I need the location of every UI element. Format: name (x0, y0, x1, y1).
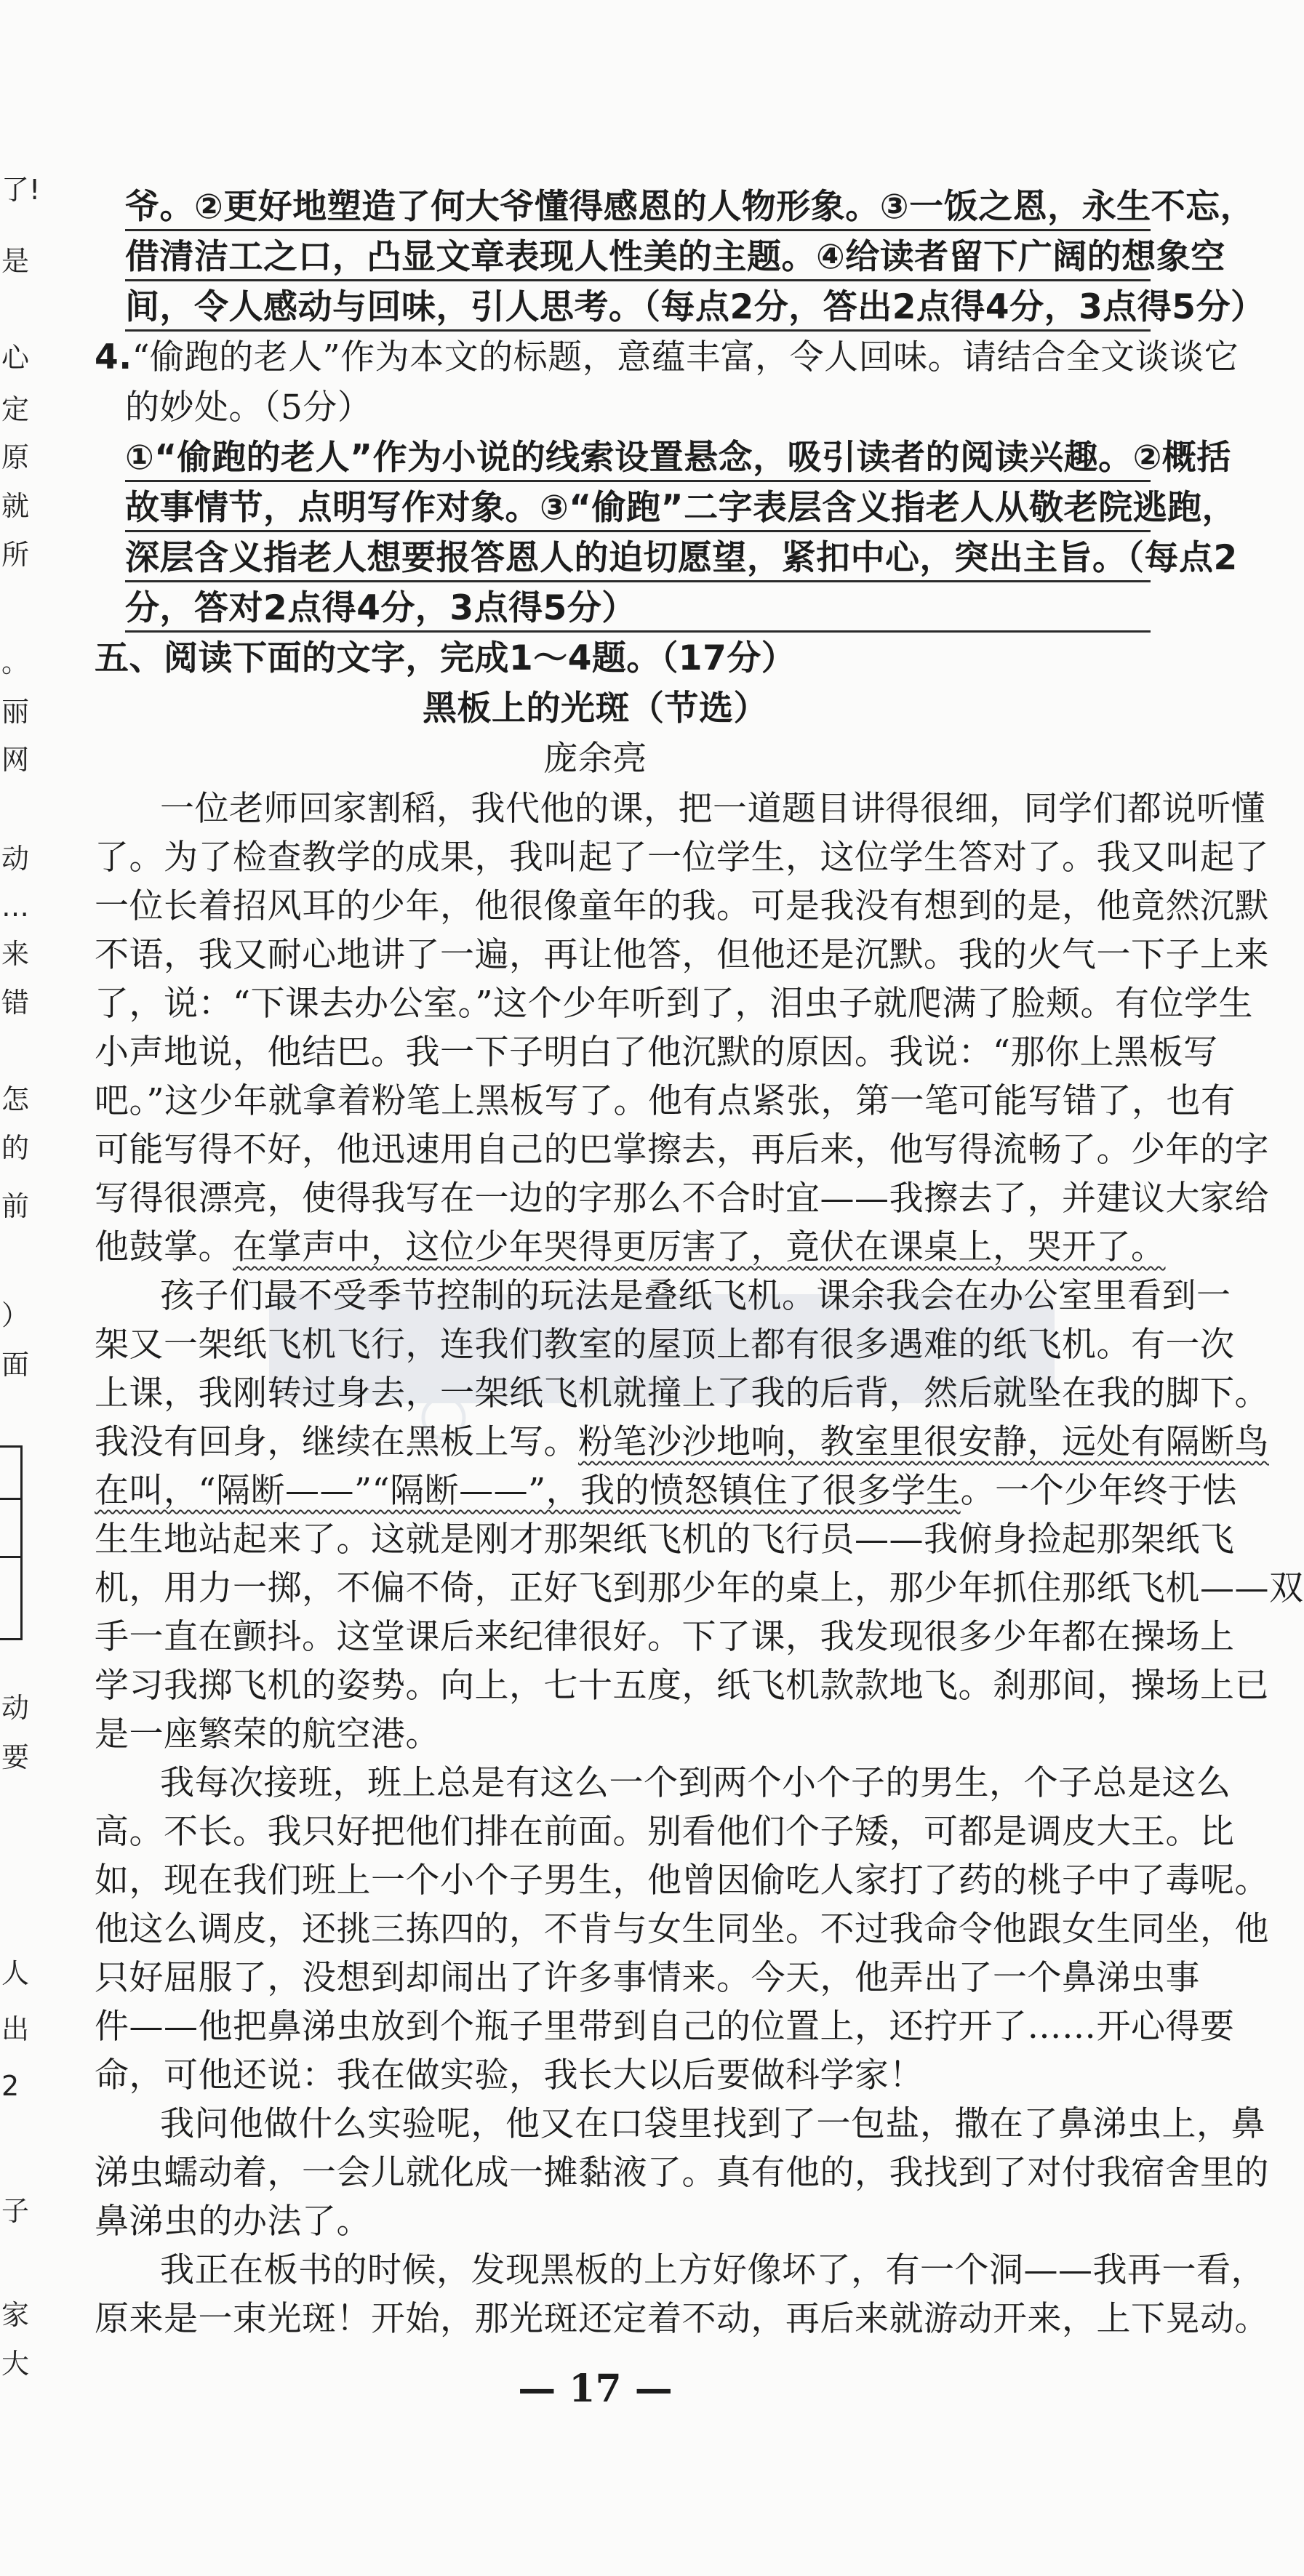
edge-glyph: 定 (1, 393, 30, 425)
article-line: 不语，我又耐心地讲了一遍，再让他答，但他还是沉默。我的火气一下子上来 (95, 935, 1269, 975)
edge-glyph: 出 (1, 2013, 30, 2045)
edge-glyph: 来 (1, 938, 30, 970)
article-line: 鼻涕虫的办法了。 (95, 2202, 371, 2242)
edge-glyph: 人 (1, 1957, 30, 1989)
article-line: 原来是一束光斑！开始，那光斑还定着不动，再后来就游动开来，上下晃动。 (95, 2299, 1269, 2339)
article-line: 上课，我刚转过身去，一架纸飞机就撞上了我的后背，然后就坠在我的脚下。 (95, 1373, 1269, 1413)
article-line: 涕虫蠕动着，一会儿就化成一摊黏液了。真有他的，我找到了对付我宿舍里的 (95, 2153, 1269, 2193)
edge-glyph: … (1, 891, 29, 923)
page-number: — 17 — (518, 2367, 673, 2411)
article-line: 手一直在颤抖。这堂课后来纪律很好。下了课，我发现很多少年都在操场上 (95, 1617, 1235, 1657)
article-line: 一位老师回家割稻，我代他的课，把一道题目讲得很细，同学们都说听懂 (160, 789, 1265, 829)
answer-line: ①“偷跑的老人”作为小说的线索设置悬念，吸引读者的阅读兴趣。②概括 (125, 436, 1151, 482)
question-4 (95, 336, 1239, 380)
answer-line: 深层含义指老人想要报答恩人的迫切愿望，紧扣中心，突出主旨。（每点2 (125, 537, 1151, 582)
question-text: “偷跑的老人”作为本文的标题，意蕴丰富，令人回味。请结合全文谈谈它 (132, 337, 1239, 377)
article-line: 只好屈服了，没想到却闹出了许多事情来。今天，他弄出了一个鼻涕虫事 (95, 1958, 1200, 1998)
article-line: 孩子们最不受季节控制的玩法是叠纸飞机。课余我会在办公室里看到一 (160, 1276, 1231, 1316)
article-text: 他鼓掌。 (95, 1227, 233, 1267)
article-line: 命，可他还说：我在做实验，我长大以后要做科学家！ (95, 2055, 924, 2095)
article-text: 。一个少年终于怯 (960, 1471, 1237, 1511)
article-line: 件——他把鼻涕虫放到个瓶子里带到自己的位置上，还拧开了……开心得要 (95, 2007, 1235, 2047)
edge-glyph: 大 (1, 2348, 30, 2380)
article-line: 是一座繁荣的航空港。 (95, 1714, 440, 1754)
article-author: 庞余亮 (543, 739, 647, 779)
article-line (95, 1421, 1269, 1464)
edge-glyph: 网 (1, 744, 30, 776)
edge-glyph: 丽 (1, 696, 30, 728)
article-line: 我正在板书的时候，发现黑板的上方好像坏了，有一个洞——我再一看， (160, 2250, 1265, 2290)
edge-glyph: 。 (1, 646, 30, 678)
edge-table-box (0, 1445, 23, 1640)
edge-glyph: 前 (1, 1190, 30, 1222)
question-number: 4. (95, 337, 132, 377)
left-margin-bleed (0, 0, 41, 2576)
answer-line: 爷。②更好地塑造了何大爷懂得感恩的人物形象。③一饭之恩，永生不忘， (125, 185, 1151, 231)
wavy-underlined-sentence: 我的愤怒镇住了很多学生 (580, 1471, 961, 1511)
edge-glyph: 怎 (1, 1083, 30, 1115)
edge-glyph: 原 (1, 441, 30, 473)
article-line: 架又一架纸飞机飞行，连我们教室的屋顶上都有很多遇难的纸飞机。有一次 (95, 1325, 1235, 1365)
edge-glyph: 动 (1, 843, 30, 875)
wavy-underlined-sentence: 在掌声中，这位少年哭得更厉害了，竟伏在课桌上，哭开了。 (233, 1227, 1166, 1267)
article-line: 了，说：“下课去办公室。”这个少年听到了，泪虫子就爬满了脸颊。有位学生 (95, 984, 1254, 1024)
edge-glyph: 是 (1, 245, 30, 277)
article-line: 一位长着招风耳的少年，他很像童年的我。可是我没有想到的是，他竟然沉默 (95, 886, 1269, 926)
article-line (95, 1226, 1166, 1269)
article-title: 黑板上的光斑（节选） (423, 689, 768, 729)
answer-line: 分，答对2点得4分，3点得5分） (125, 587, 1151, 633)
answer-line: 间，令人感动与回味，引人思考。（每点2分，答出2点得4分，3点得5分） (125, 286, 1151, 332)
article-line: 机，用力一掷，不偏不倚，正好飞到那少年的桌上，那少年抓住那纸飞机——双 (95, 1568, 1304, 1608)
section-heading: 五、阅读下面的文字，完成1～4题。（17分） (95, 638, 796, 678)
edge-glyph: 就 (1, 490, 30, 522)
edge-glyph: 2 (1, 2070, 20, 2102)
article-line: 小声地说，他结巴。我一下子明白了他沉默的原因。我说：“那你上黑板写 (95, 1032, 1218, 1072)
article-line: 生生地站起来了。这就是刚才那架纸飞机的飞行员——我俯身捡起那架纸飞 (95, 1520, 1235, 1560)
article-line: 了。为了检查教学的成果，我叫起了一位学生，这位学生答对了。我又叫起了 (95, 838, 1269, 878)
article-line: 可能写得不好，他迅速用自己的巴掌擦去，再后来，他写得流畅了。少年的字 (95, 1130, 1269, 1170)
edge-glyph: 面 (1, 1349, 30, 1381)
edge-glyph: 要 (1, 1741, 30, 1773)
article-line: 高。不长。我只好把他们排在前面。别看他们个子矮，可都是调皮大王。比 (95, 1812, 1235, 1852)
edge-glyph: 的 (1, 1132, 30, 1164)
article-line: 我每次接班，班上总是有这么一个到两个小个子的男生，个子总是这么 (160, 1763, 1231, 1803)
wavy-underlined-sentence: 粉笔沙沙地响，教室里很安静，远处有隔断鸟 (578, 1422, 1269, 1462)
article-line: 我问他做什么实验呢，他又在口袋里找到了一包盐，撒在了鼻涕虫上，鼻 (160, 2104, 1265, 2144)
edge-glyph: 了! (1, 174, 41, 206)
edge-glyph: 子 (1, 2195, 30, 2227)
edge-glyph: 所 (1, 539, 30, 571)
edge-glyph: 错 (1, 987, 30, 1019)
question-4-cont: 的妙处。（5分） (125, 388, 372, 428)
article-line: 写得很漂亮，使得我写在一边的字那么不合时宜——我擦去了，并建议大家给 (95, 1179, 1269, 1219)
article-text: 我没有回身，继续在黑板上写。 (95, 1422, 578, 1462)
edge-glyph: ） (1, 1299, 30, 1331)
edge-rule (0, 1556, 22, 1558)
edge-glyph: 动 (1, 1692, 30, 1724)
article-line: 如，现在我们班上一个小个子男生，他曾因偷吃人家打了药的桃子中了毒呢。 (95, 1861, 1269, 1901)
edge-glyph: 心 (1, 342, 30, 374)
edge-rule (0, 1498, 22, 1500)
wavy-underlined-sentence: 在叫，“隔断——”“隔断——”， (95, 1471, 581, 1511)
article-line (95, 1469, 1237, 1513)
article-line: 吧。”这少年就拿着粉笔上黑板写了。他有点紧张，第一笔可能写错了，也有 (95, 1081, 1236, 1121)
answer-line: 借清洁工之口，凸显文章表现人性美的主题。④给读者留下广阔的想象空 (125, 236, 1151, 281)
edge-glyph: 家 (1, 2299, 30, 2331)
article-line: 学习我掷飞机的姿势。向上，七十五度，纸飞机款款地飞。刹那间，操场上已 (95, 1666, 1269, 1706)
answer-line: 故事情节，点明写作对象。③“偷跑”二字表层含义指老人从敬老院逃跑， (125, 486, 1151, 532)
article-line: 他这么调皮，还挑三拣四的，不肯与女生同坐。不过我命令他跟女生同坐，他 (95, 1909, 1269, 1949)
